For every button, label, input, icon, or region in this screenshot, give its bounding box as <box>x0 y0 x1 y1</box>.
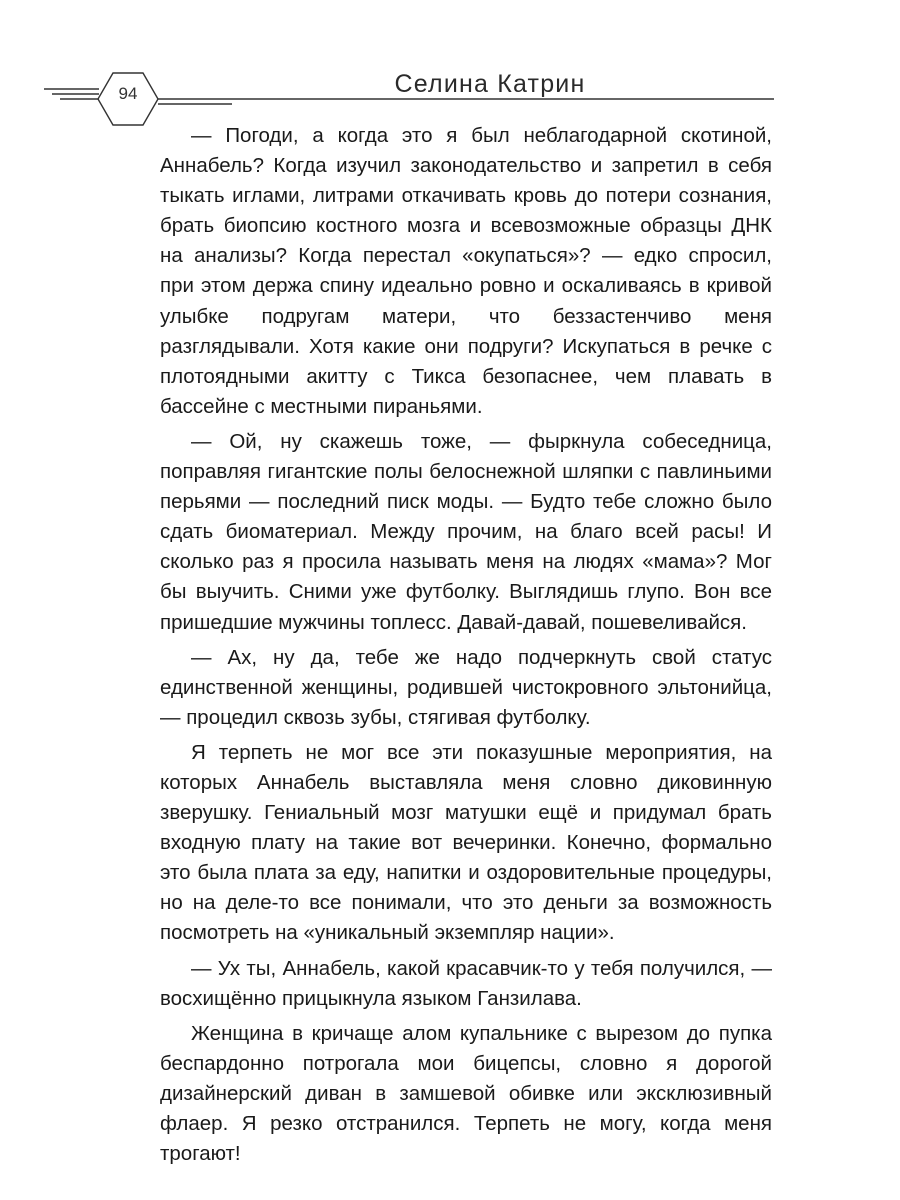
running-title: Селина Катрин <box>394 70 586 98</box>
page-header <box>0 0 900 140</box>
paragraph: Женщина в кричаще алом купальнике с вырезом до пупка беспардонно потрогала мои бицепсы, словно я дорогой дизайнерский диван в замшевой обивке или эксклюзивный флаер. Я резко отстранился. Терпеть не могу, когда меня трогают! <box>160 1021 772 1166</box>
page-number: 94 <box>118 84 138 103</box>
book-text <box>160 121 772 1169</box>
paragraph: — Ах, ну да, тебе же надо подчеркнуть свой статус единственной женщины, родившей чистокровного эльтонийца, — процедил сквозь зубы, стягивая футболку. <box>160 645 772 729</box>
paragraph: — Погоди, а когда это я был неблагодарной скотиной, Аннабель? Когда изучил законодательство и запретил в себя тыкать иглами, литрами откачивать кровь до потери сознания, брать биопсию костного мозга и всевозможные образцы ДНК на анализы? Когда перестал «окупаться»? — едко спросил, при этом держа спину идеально ровно и оскаливаясь в кривой улыбке подругам матери, что беззастенчиво меня разглядывали. Хотя какие они подруги? Искупаться в речке с плотоядными акитту с Тикса безопаснее, чем плавать в бассейне с местными пираньями. <box>160 124 772 418</box>
paragraph: — Ух ты, Аннабель, какой красавчик-то у тебя получился, — восхищённо прицыкнула языком Ганзилава. <box>160 956 772 1010</box>
paragraph: Я терпеть не мог все эти показушные мероприятия, на которых Аннабель выставляла меня словно диковинную зверушку. Гениальный мозг матушки ещё и придумал брать входную плату на такие вот вечеринки. Конечно, формально это была плата за еду, напитки и оздоровительные процедуры, но на деле-то все понимали, что это деньги за возможность посмотреть на «уникальный экземпляр нации». <box>160 740 772 945</box>
paragraph: — Ой, ну скажешь тоже, — фыркнула собеседница, поправляя гигантские полы белоснежной шляпки с павлиньими перьями — последний писк моды. — Будто тебе сложно было сдать биоматериал. Между прочим, на благо всей расы! И сколько раз я просила называть меня на людях «мама»? Мог бы выучить. Сними уже футболку. Выглядишь глупо. Вон все пришедшие мужчины топлесс. Давай-давай, пошевеливайся. <box>160 429 772 634</box>
